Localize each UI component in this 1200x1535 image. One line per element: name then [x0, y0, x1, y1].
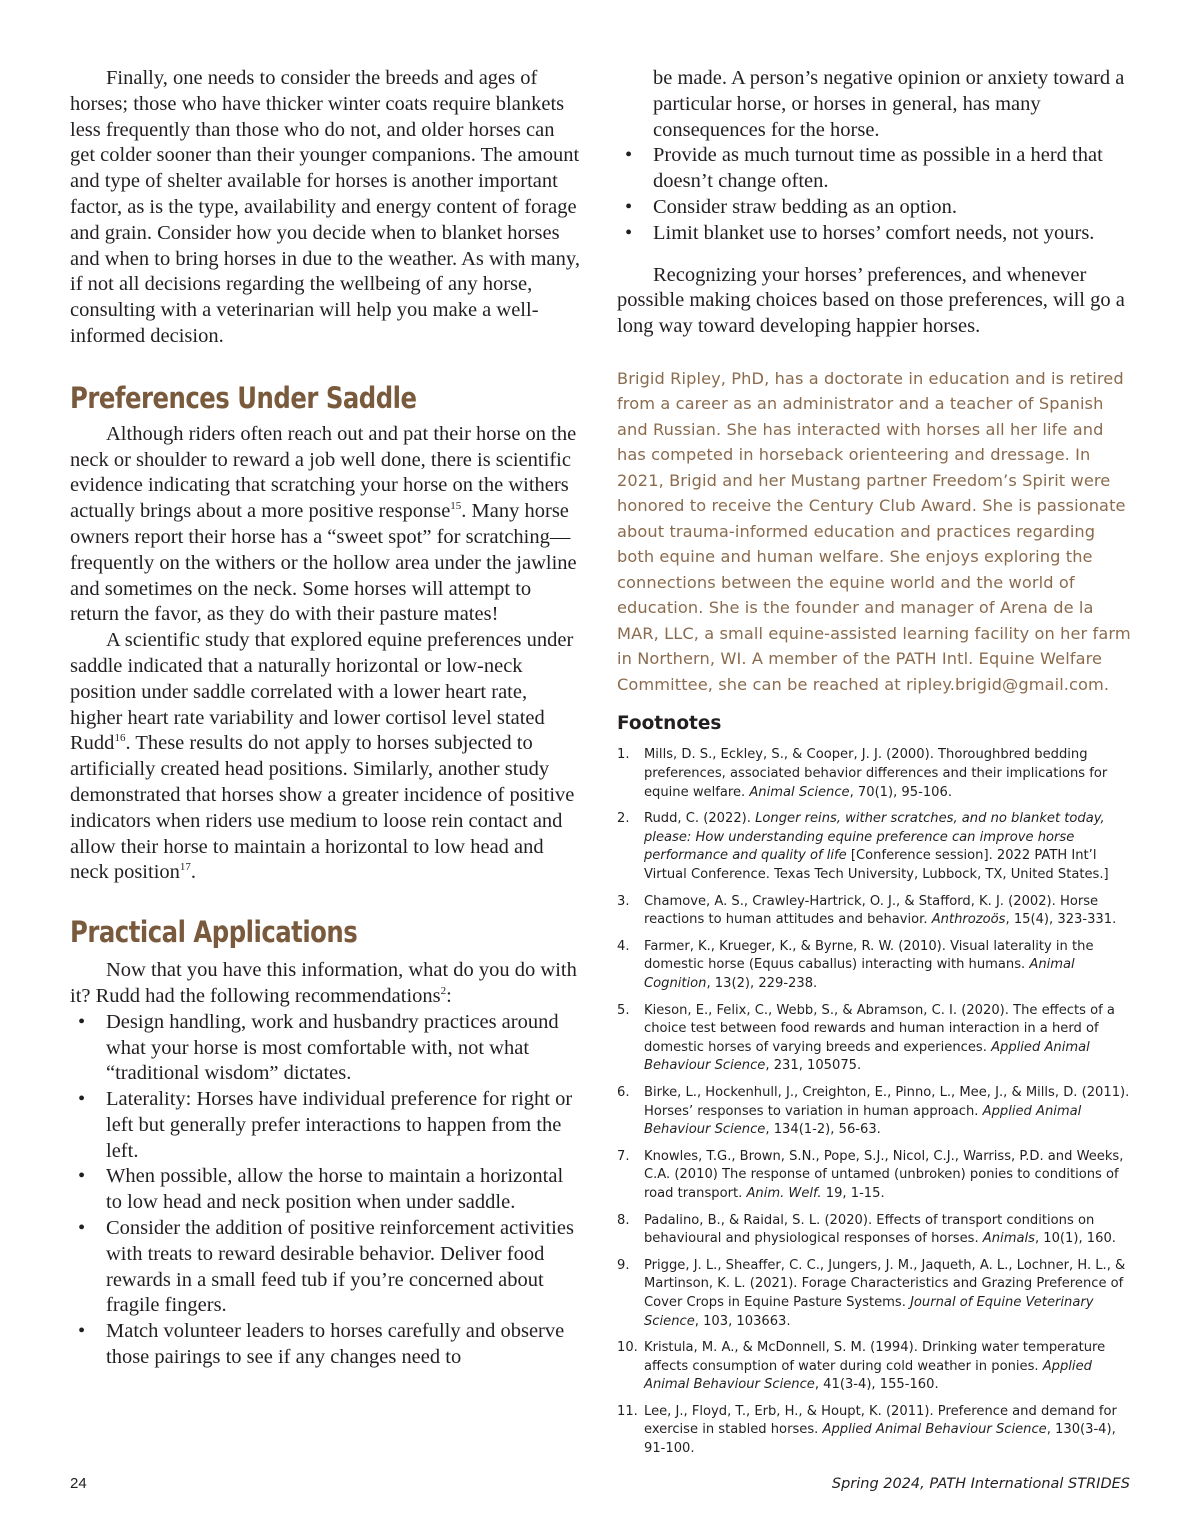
footnote-item [617, 893, 1132, 930]
bullet-icon: • [78, 1217, 86, 1240]
list-item-text: Match volunteer leaders to horses carefully and observe those pairings to see if any changes need to [106, 1320, 565, 1369]
list-item-text: Provide as much turnout time as possible in a herd that doesn’t change often. [653, 144, 1103, 193]
list-item-text: Design handling, work and husbandry practices around what your horse is most comfortable with, not what “traditional wisdom” dictates. [106, 1010, 559, 1085]
list-item [617, 221, 1132, 247]
footnote-tail: , 134(1-2), 56-63. [765, 1122, 881, 1138]
list-item-text: be made. A person’s negative opinion or anxiety toward a particular horse, or horses in general, has many consequences for the horse. [653, 67, 1125, 141]
footnotes-list [617, 746, 1132, 1458]
list-item-continuation [617, 66, 1132, 143]
footnote-text: Chamove, A. S., Crawley-Hartrick, O. J., & Stafford, K. J. (2002). Horse reactions to human attitudes and behavior. [644, 893, 1099, 928]
footnote-number: 11. [617, 1403, 638, 1419]
list-item [70, 1087, 580, 1164]
footnote-source: Anim. Welf. [746, 1185, 822, 1201]
bullet-icon: • [625, 221, 633, 244]
paragraph-study-text: A scientific study that explored equine preferences under saddle indicated that a naturally horizontal or low-neck position under saddle correlated with a lower heart rate, higher heart rate variability and lower cortisol level stated Rudd [70, 629, 574, 755]
footnote-number: 1. [617, 747, 630, 763]
paragraph-now [70, 958, 580, 1010]
footnote-item [617, 1257, 1132, 1331]
footnote-item [617, 938, 1132, 994]
footnote-item [617, 1212, 1132, 1249]
footnotes-heading: Footnotes [617, 713, 722, 735]
list-item-text: Consider the addition of positive reinforcement activities with treats to reward desirable behavior. Deliver food rewards in a small feed tub if you’re concerned about fragile fingers. [106, 1217, 574, 1317]
paragraph-pat [70, 422, 580, 628]
bullet-icon: • [78, 1010, 86, 1033]
footnote-number: 5. [617, 1002, 630, 1018]
list-item-text: Limit blanket use to horses’ comfort needs, not yours. [653, 221, 1095, 244]
footnote-source: Animals [982, 1231, 1035, 1247]
footnote-source: Applied Animal Behaviour Science [644, 1039, 1090, 1074]
footnote-item [617, 1148, 1132, 1204]
footnote-number: 8. [617, 1212, 630, 1228]
paragraph-study-end: . [190, 861, 197, 884]
list-item [70, 1164, 580, 1216]
page-number: 24 [70, 1475, 87, 1492]
footnote-item [617, 1084, 1132, 1140]
list-item-text: Laterality: Horses have individual preference for right or left but generally prefer interactions to happen from the left. [106, 1088, 573, 1162]
list-item-text: Consider straw bedding as an option. [653, 195, 958, 218]
publication-footer: Spring 2024, PATH International STRIDES [831, 1476, 1130, 1492]
footnote-item [617, 810, 1132, 884]
footnote-source: Applied Animal Behaviour Science [644, 1103, 1082, 1138]
footnote-source: Anthrozoös [931, 912, 1006, 928]
footnote-text: Birke, L., Hockenhull, J., Creighton, E., Pinno, L., Mee, J., & Mills, D. (2011). Horses’ responses to variation in human approach. [644, 1084, 1130, 1119]
footnote-tail: , 10(1), 160. [1034, 1231, 1116, 1247]
footnote-text: Rudd, C. (2022). [644, 811, 756, 827]
footnote-number: 9. [617, 1257, 630, 1273]
paragraph-study-text-cont: . These results do not apply to horses subjected to artificially created head positions. Similarly, another study demonstrated that horses show a greater incidence of positive indicators when riders use medium to loose rein contact and allow their horse to maintain a horizontal to low head and neck position [70, 732, 575, 884]
paragraph-pat-text: Although riders often reach out and pat their horse on the neck or shoulder to reward a job well done, there is scientific evidence indicating that scratching your horse on the withers actually brings about a more positive response [70, 422, 577, 523]
footnote-ref-15: 15 [450, 500, 462, 513]
paragraph-now-end: : [446, 984, 452, 1007]
footnote-text: Mills, D. S., Eckley, S., & Cooper, J. J. (2000). Thoroughbred bedding preferences, associated behavior differences and their implications for equine welfare. [644, 747, 1108, 800]
footnote-source: Journal of Equine Veterinary Science [644, 1294, 1094, 1329]
footnote-tail: , 15(4), 323-331. [1005, 912, 1117, 928]
recommendations-list [70, 1010, 580, 1371]
footnote-source: Animal Cognition [644, 957, 1075, 991]
footnote-tail: , 13(2), 229-238. [706, 976, 818, 991]
footnote-text: Lee, J., Floyd, T., Erb, H., & Houpt, K. (2011). Preference and demand for exercise in stabled horses. [644, 1403, 1117, 1438]
footnote-source: Longer reins, wither scratches, and no blanket today, please: How understanding equine preference can improve horse performance and quality of life [644, 811, 1105, 864]
footnote-item [617, 1403, 1132, 1459]
heading-practical-applications: Practical Applications [70, 915, 358, 950]
footnote-text: Farmer, K., Krueger, K., & Byrne, R. W. (2010). Visual laterality in the domestic horse (Equus caballus) interacting with humans. [644, 938, 1094, 973]
footnote-source: Animal Science [749, 784, 850, 800]
footnote-number: 7. [617, 1148, 630, 1164]
heading-preferences-under-saddle: Preferences Under Saddle [70, 380, 417, 415]
paragraph-recognizing: Recognizing your horses’ preferences, and whenever possible making choices based on those preferences, will go a long way toward developing happier horses. [617, 263, 1125, 338]
footnote-source: Applied Animal Behaviour Science [644, 1358, 1092, 1393]
footnote-number: 10. [617, 1340, 638, 1356]
footnote-item [617, 1339, 1132, 1395]
list-item [617, 195, 1132, 221]
footnote-source: Applied Animal Behaviour Science [822, 1422, 1047, 1438]
bullet-icon: • [625, 144, 633, 167]
footnote-tail: , 130(3-4), 91-100. [644, 1422, 1116, 1457]
footnote-text: Kristula, M. A., & McDonnell, S. M. (1994). Drinking water temperature affects consumption of water during cold weather in ponies. [644, 1340, 1106, 1374]
bullet-icon: • [78, 1320, 86, 1343]
footnote-text: Knowles, T.G., Brown, S.N., Pope, S.J., Nicol, C.J., Warriss, P.D. and Weeks, C.A. (2010) The response of untamed (unbroken) ponies to conditions of road transport. [644, 1148, 1124, 1201]
paragraph-study [70, 628, 580, 886]
paragraph-breeds: Finally, one needs to consider the breeds and ages of horses; those who have thicker winter coats require blankets less frequently than those who do not, and older horses can get colder sooner than their younger companions. The amount and type of shelter available for horses is another important factor, as is the type, availability and energy content of forage and grain. Consider how you decide when to blanket horses and when to bring horses in due to the weather. As with many, if not all decisions regarding the wellbeing of any horse, consulting with a veterinarian will help you make a well-informed decision. [70, 67, 580, 347]
footnote-ref-17: 17 [179, 861, 191, 874]
footnote-number: 3. [617, 893, 630, 909]
list-item [70, 1216, 580, 1319]
footnote-item [617, 746, 1132, 802]
footnote-number: 6. [617, 1084, 630, 1100]
footnote-tail: , 41(3-4), 155-160. [814, 1377, 939, 1393]
footnote-tail: , 231, 105075. [765, 1058, 862, 1074]
paragraph-pat-text-cont: . Many horse owners report their horse has a “sweet spot” for scratching—frequently on the withers or the hollow area under the jawline and sometimes on the neck. Some horses will attempt to return the favor, as they do with their pasture mates! [70, 500, 577, 626]
list-item-text: When possible, allow the horse to maintain a horizontal to low head and neck position when under saddle. [106, 1165, 564, 1214]
footnote-tail: , 70(1), 95-106. [849, 784, 952, 800]
footnote-item [617, 1002, 1132, 1076]
footnote-text: Kieson, E., Felix, C., Webb, S., & Abramson, C. I. (2020). The effects of a choice test between food rewards and human interaction in a herd of domestic horses of varying breeds and experiences. [644, 1002, 1115, 1055]
footnote-ref-2: 2 [440, 985, 447, 998]
recommendations-list-continued [617, 66, 1132, 247]
left-column [70, 66, 580, 1371]
list-item [70, 1010, 580, 1087]
list-item [617, 143, 1132, 195]
paragraph-now-text: Now that you have this information, what do you do with it? Rudd had the following recommendations [70, 959, 577, 1007]
footnote-tail: , 103, 103663. [694, 1313, 791, 1329]
author-bio: Brigid Ripley, PhD, has a doctorate in education and is retired from a career as an administrator and a teacher of Spanish and Russian. She has interacted with horses all her life and has competed in horseback orienteering and dressage. In 2021, Brigid and her Mustang partner Freedom’s Spirit were honored to receive the Century Club Award. She is passionate about trauma-informed education and practices regarding both equine and human welfare. She enjoys exploring the connections between the equine world and the world of education. She is the founder and manager of Arena de la MAR, LLC, a small equine-assisted learning facility on her farm in Northern, WI. A member of the PATH Intl. Equine Welfare Committee, she can be reached at ripley.brigid@gmail.com. [617, 368, 1131, 694]
bullet-icon: • [78, 1165, 86, 1188]
right-column [617, 66, 1132, 1467]
footnote-ref-16: 16 [114, 732, 126, 745]
footnote-tail: [Conference session]. 2022 PATH Int’l Virtual Conference. Texas Tech University, Lubbock, TX, United States.] [644, 848, 1109, 883]
list-item [70, 1319, 580, 1371]
footnote-text: Prigge, J. L., Sheaffer, C. C., Jungers, J. M., Jaqueth, A. L., Lochner, H. L., & Martinson, K. L. (2021). Forage Characteristics and Grazing Preference of Cover Crops in Equine Pasture Systems. [644, 1257, 1126, 1310]
bullet-icon: • [625, 195, 633, 218]
footnote-number: 2. [617, 811, 630, 827]
right-body [617, 66, 1132, 340]
footnote-text: Padalino, B., & Raidal, S. L. (2020). Effects of transport conditions on behavioural and physiological responses of horses. [644, 1212, 1095, 1247]
footnote-tail: 19, 1-15. [821, 1185, 885, 1201]
footnote-number: 4. [617, 938, 630, 954]
bullet-icon: • [78, 1088, 86, 1111]
